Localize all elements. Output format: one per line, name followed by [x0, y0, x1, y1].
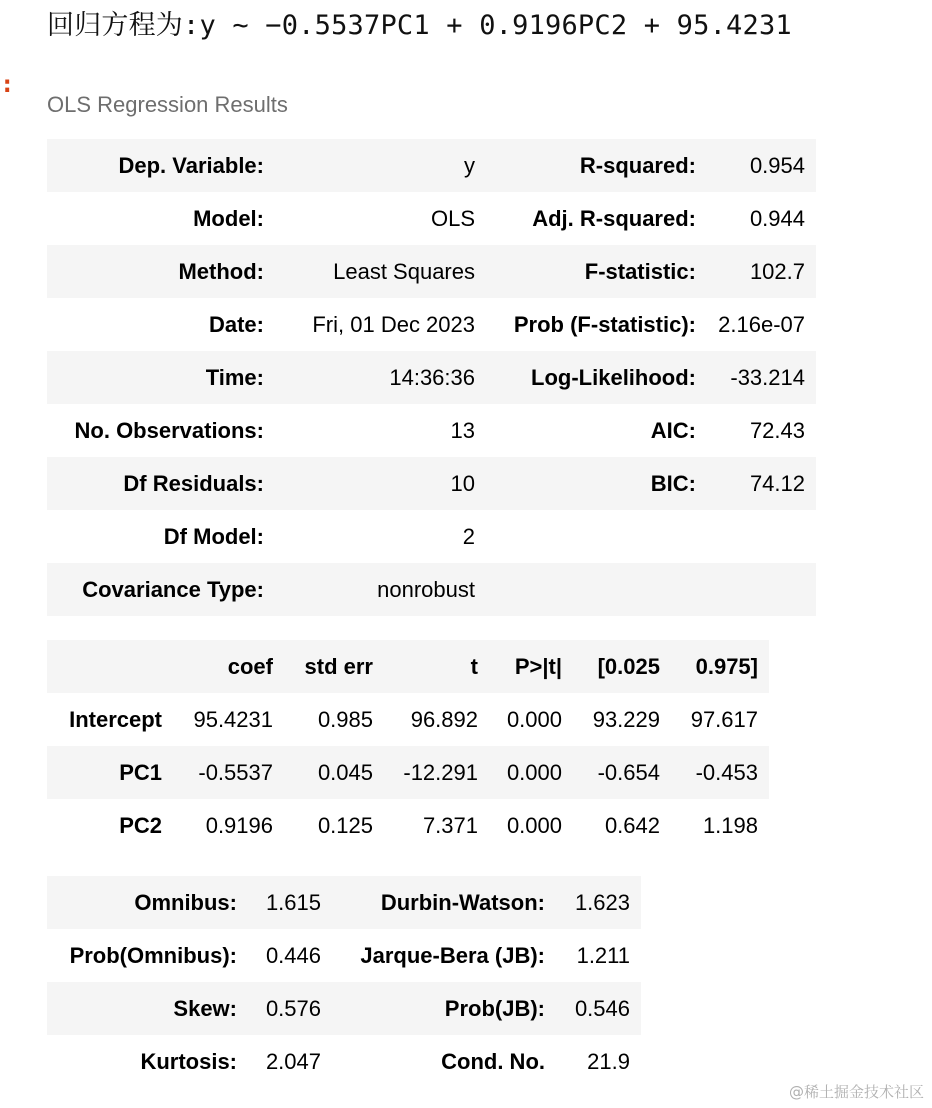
summary-value: 0.954 [749, 152, 805, 178]
coef-cell: 95.4231 [193, 706, 273, 732]
coef-cell: 0.000 [506, 706, 562, 732]
summary-row [47, 298, 816, 351]
summary-label: AIC: [650, 417, 696, 443]
coef-header-cell: coef [227, 653, 273, 679]
summary-row [47, 457, 816, 510]
model-summary-table [47, 139, 816, 616]
summary-label [486, 510, 707, 563]
summary-value: 0.944 [749, 205, 805, 231]
diagnostics-row [47, 1035, 641, 1088]
diagnostics-value: 0.446 [265, 942, 321, 968]
summary-value: 74.12 [749, 470, 805, 496]
summary-value: nonrobust [377, 576, 475, 602]
table-caption: OLS Regression Results [47, 92, 288, 117]
summary-value: y [464, 152, 475, 178]
summary-value: -33.214 [730, 364, 805, 390]
summary-label: Adj. R-squared: [532, 205, 696, 231]
coef-header-cell [47, 640, 173, 693]
diagnostics-value: 0.546 [574, 995, 630, 1021]
regression-equation: 回归方程为:y ~ −0.5537PC1 + 0.9196PC2 + 95.4231 [47, 10, 792, 41]
summary-label: Date: [208, 311, 264, 337]
summary-value [707, 563, 816, 616]
diagnostics-label: Cond. No. [441, 1048, 545, 1074]
coef-row [47, 799, 769, 852]
coef-cell: 96.892 [410, 706, 478, 732]
summary-value: 13 [450, 417, 475, 443]
summary-value: 2.16e-07 [718, 311, 805, 337]
coef-row-name: PC1 [119, 759, 162, 785]
summary-row [47, 404, 816, 457]
coef-cell: -0.453 [695, 759, 758, 785]
coef-cell: -0.654 [597, 759, 660, 785]
diagnostics-value: 21.9 [587, 1048, 630, 1074]
diagnostics-value: 0.576 [265, 995, 321, 1021]
summary-label: Df Residuals: [123, 470, 264, 496]
summary-value: 102.7 [749, 258, 805, 284]
diagnostics-row [47, 929, 641, 982]
summary-value: 2 [462, 523, 475, 549]
summary-value: Least Squares [333, 258, 475, 284]
summary-label: BIC: [650, 470, 696, 496]
coef-cell: 7.371 [422, 812, 478, 838]
coef-cell: -0.5537 [198, 759, 273, 785]
coef-header-cell: [0.025 [597, 653, 660, 679]
summary-row [47, 510, 816, 563]
diagnostics-label: Prob(JB): [444, 995, 545, 1021]
coef-row [47, 693, 769, 746]
summary-label: R-squared: [579, 152, 696, 178]
summary-label: Dep. Variable: [118, 152, 264, 178]
diagnostics-label: Skew: [173, 995, 237, 1021]
coef-row-name: PC2 [119, 812, 162, 838]
output-prompt-marker: : [0, 70, 15, 98]
summary-label: Model: [193, 205, 264, 231]
coef-cell: 0.000 [506, 759, 562, 785]
summary-row [47, 351, 816, 404]
coef-cell: 0.642 [604, 812, 660, 838]
summary-label: Covariance Type: [82, 576, 264, 602]
coef-row [47, 746, 769, 799]
diagnostics-label: Prob(Omnibus): [69, 942, 237, 968]
coef-header-cell: t [470, 653, 478, 679]
diagnostics-row [47, 876, 641, 929]
summary-value: 72.43 [749, 417, 805, 443]
diagnostics-table [47, 876, 641, 1088]
coef-header-row [47, 640, 769, 693]
summary-value: Fri, 01 Dec 2023 [312, 311, 475, 337]
coef-cell: 0.000 [506, 812, 562, 838]
diagnostics-value: 2.047 [265, 1048, 321, 1074]
summary-row [47, 192, 816, 245]
coef-cell: 97.617 [690, 706, 758, 732]
diagnostics-row [47, 982, 641, 1035]
summary-label: Prob (F-statistic): [513, 311, 696, 337]
summary-value [707, 510, 816, 563]
summary-label: No. Observations: [74, 417, 264, 443]
coef-cell: 0.9196 [205, 812, 273, 838]
summary-label: Log-Likelihood: [531, 364, 696, 390]
coef-row-name: Intercept [69, 706, 162, 732]
diagnostics-label: Durbin-Watson: [380, 889, 545, 915]
summary-label [486, 563, 707, 616]
coef-cell: 0.045 [317, 759, 373, 785]
coef-cell: 0.985 [317, 706, 373, 732]
diagnostics-value: 1.615 [265, 889, 321, 915]
summary-value: 14:36:36 [389, 364, 475, 390]
summary-value: OLS [430, 205, 475, 231]
summary-label: Time: [205, 364, 264, 390]
diagnostics-label: Jarque-Bera (JB): [360, 942, 545, 968]
summary-label: Df Model: [163, 523, 264, 549]
coef-header-cell: P>|t| [514, 653, 562, 679]
diagnostics-value: 1.623 [574, 889, 630, 915]
summary-value: 10 [450, 470, 475, 496]
diagnostics-label: Omnibus: [134, 889, 237, 915]
summary-row [47, 139, 816, 192]
coef-cell: 1.198 [702, 812, 758, 838]
diagnostics-label: Kurtosis: [140, 1048, 237, 1074]
coef-cell: 93.229 [592, 706, 660, 732]
coef-cell: -12.291 [403, 759, 478, 785]
coef-cell: 0.125 [317, 812, 373, 838]
summary-label: Method: [178, 258, 264, 284]
coef-header-cell: 0.975] [695, 653, 758, 679]
summary-row [47, 563, 816, 616]
coefficient-table [47, 640, 769, 852]
summary-row [47, 245, 816, 298]
watermark: @稀土掘金技术社区 [788, 1083, 924, 1101]
summary-label: F-statistic: [584, 258, 696, 284]
coef-header-cell: std err [304, 653, 373, 679]
diagnostics-value: 1.211 [576, 942, 630, 968]
